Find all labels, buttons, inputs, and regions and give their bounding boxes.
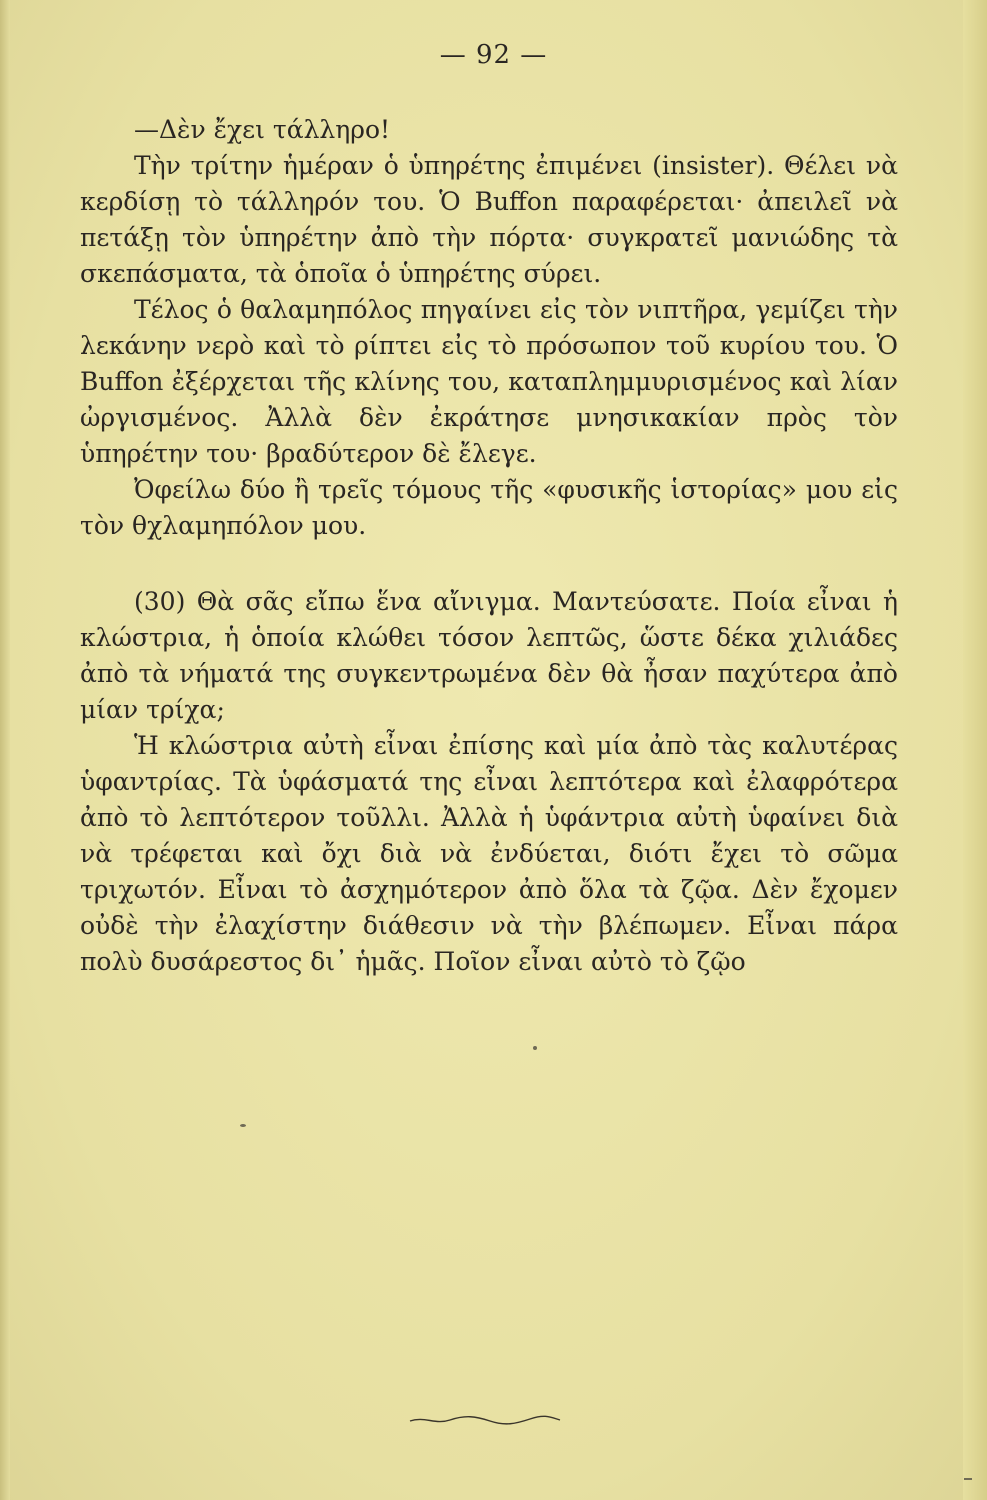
paragraph: Ἡ κλώστρια αὐτὴ εἶναι ἐπίσης καὶ μία ἀπὸ τὰς καλυτέρας ὑφαντρίας. Τὰ ὑφάσματά της εἶναι λεπτότερα καὶ ἐλαφρότερα ἀπὸ τὸ λεπτότερον τοῦλλι. Ἀλλὰ ἡ ὑφάντρια αὐτὴ ὑφαίνει διὰ νὰ τρέφεται καὶ ὄχι διὰ νὰ ἐνδύεται, διότι ἔχει τὸ σῶμα τριχωτόν. Εἶναι τὸ ἀσχημότερον ἀπὸ ὅλα τὰ ζῷα. Δὲν ἔχομεν οὐδὲ τὴν ἐλαχίστην διάθεσιν νὰ τὴν βλέπωμεν. Εἶναι πάρα πολὺ δυσάρεστος δι᾽ ἡμᾶς. Ποῖον εἶναι αὐτὸ τὸ ζῷο	[80, 731, 898, 976]
paragraph: Ὀφείλω δύο ἢ τρεῖς τόμους τῆς «φυσικῆς ἱστορίας» μου εἰς τὸν θχλαμηπόλον μου.	[80, 475, 898, 540]
tilde-rule-ornament	[405, 1410, 565, 1430]
paper-speck	[964, 1478, 972, 1480]
text-section-riddle	[80, 584, 898, 980]
paragraph: Τὴν τρίτην ἡμέραν ὁ ὑπηρέτης ἐπιμένει (insister). Θέλει νὰ κερδίσῃ τὸ τάλληρόν του. Ὁ Buffon παραφέρεται· ἀπειλεῖ νὰ πετάξῃ τὸν ὑπηρέτην ἀπὸ τὴν πόρτα· συγκρατεῖ μανιώδης τὰ σκεπάσματα, τὰ ὁποῖα ὁ ὑπηρέτης σύρει.	[80, 151, 898, 288]
page-number: — 92 —	[439, 40, 548, 70]
paper-speck	[533, 1046, 537, 1050]
paragraph: (30) Θὰ σᾶς εἴπω ἕνα αἴνιγμα. Μαντεύσατε. Ποία εἶναι ἡ κλώστρια, ἡ ὁποία κλώθει τόσον λεπτῶς, ὥστε δέκα χιλιάδες ἀπὸ τὰ νήματά της συγκεντρωμένα δὲν θὰ ἦσαν παχύτερα ἀπὸ μίαν τρίχα;	[80, 587, 898, 724]
page-edge-shadow	[963, 0, 987, 1500]
paper-speck	[240, 1124, 246, 1127]
text-section-anecdote	[80, 112, 898, 544]
paragraph: Τέλος ὁ θαλαμηπόλος πηγαίνει εἰς τὸν νιπτῆρα, γεμίζει τὴν λεκάνην νερὸ καὶ τὸ ρίπτει εἰς τὸ πρόσωπον τοῦ κυρίου του. Ὁ Buffon ἐξέρχεται τῆς κλίνης του, καταπλημμυρισμένος καὶ λίαν ὠργισμένος. Ἀλλὰ δὲν ἐκράτησε μνησικακίαν πρὸς τὸν ὑπηρέτην του· βραδύτερον δὲ ἔλεγε.	[80, 295, 898, 468]
paragraph: —Δὲν ἔχει τάλληρο!	[134, 115, 391, 144]
page-binding-shadow	[0, 0, 10, 1500]
